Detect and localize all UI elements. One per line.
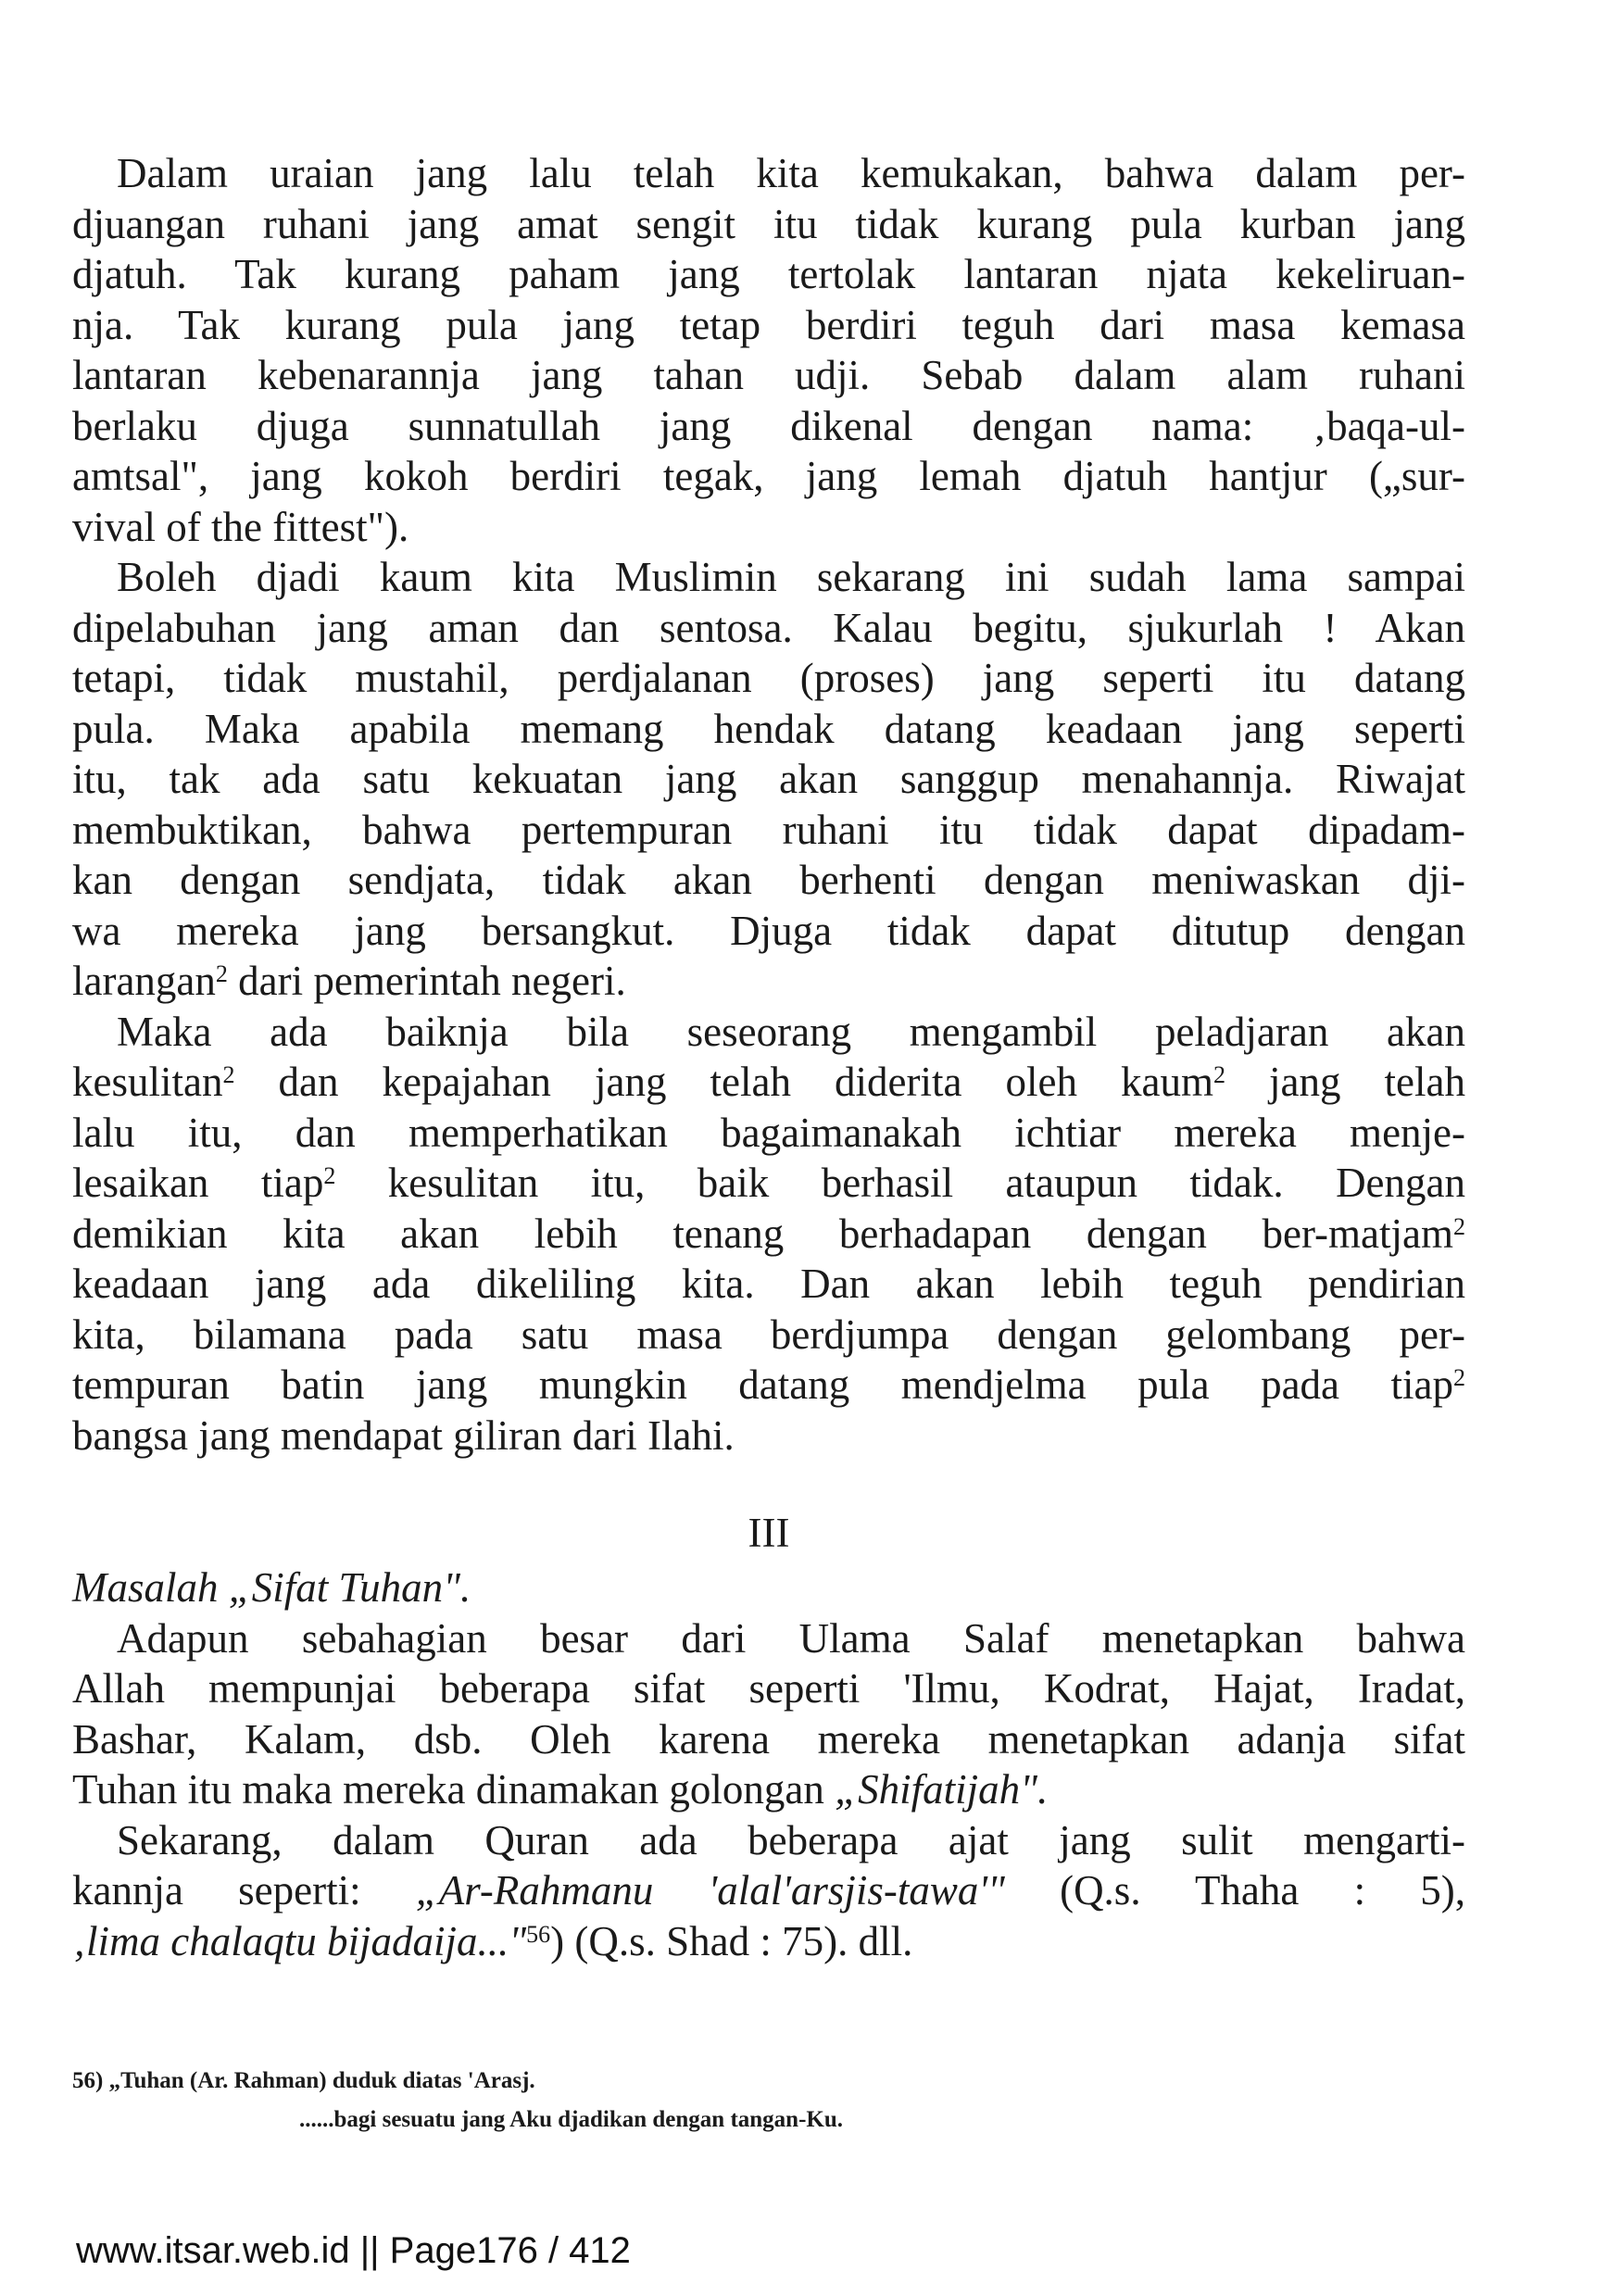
- text-line: kita, bilamana pada satu masa berdjumpa dengan gelombang per-: [72, 1311, 1465, 1358]
- section-number: III: [748, 1510, 790, 1556]
- footnote-ref: 56: [526, 1920, 551, 1948]
- paragraph-4: [72, 1613, 1465, 1815]
- text-line: djatuh. Tak kurang paham jang tertolak lantaran njata kekeliruan-: [72, 251, 1465, 297]
- text-line: Dalam uraian jang lalu telah kita kemukakan, bahwa dalam per-: [117, 150, 1465, 196]
- text-run: larangan: [72, 958, 216, 1004]
- text-line: lantaran kebenarannja jang tahan udji. Sebab dalam alam ruhani: [72, 352, 1465, 398]
- text-run: (Q.s. Thaha : 5),: [1004, 1867, 1465, 1913]
- text-run: Tuhan itu maka mereka dinamakan golongan: [72, 1766, 836, 1813]
- paragraph-2: [72, 552, 1465, 1007]
- superscript: 2: [215, 960, 228, 987]
- text-line: wa mereka jang bersangkut. Djuga tidak dapat ditutup dengan: [72, 907, 1465, 954]
- text-line: berlaku djuga sunnatullah jang dikenal dengan nama: ‚baqa-ul-: [72, 402, 1465, 449]
- superscript: 2: [1453, 1212, 1465, 1240]
- text-line: [72, 1158, 1465, 1209]
- footnote-line: ......bagi sesuatu jang Aku djadikan dengan tangan-Ku.: [299, 2107, 843, 2132]
- text-line: kan dengan sendjata, tidak akan berhenti dengan meniwaskan dji-: [72, 857, 1465, 903]
- superscript: 2: [323, 1162, 336, 1189]
- text-line: amtsal", jang kokoh berdiri tegak, jang lemah djatuh hantjur („sur-: [72, 453, 1465, 499]
- text-line: dipelabuhan jang aman dan sentosa. Kalau begitu, sjukurlah ! Akan: [72, 604, 1465, 651]
- superscript: 2: [1453, 1364, 1465, 1391]
- text-run: tempuran batin jang mungkin datang mendjelma pula pada tiap: [72, 1361, 1453, 1408]
- text-line: [72, 1057, 1465, 1108]
- text-line: [72, 956, 1465, 1007]
- text-line: pula. Maka apabila memang hendak datang keadaan jang seperti: [72, 705, 1465, 752]
- text-line: vival of the fittest").: [72, 503, 409, 550]
- page-body: [72, 148, 1465, 1966]
- subheading: Masalah „Sifat Tuhan".: [72, 1564, 471, 1611]
- text-line: [72, 1764, 1465, 1815]
- text-line: [72, 1916, 1465, 1967]
- footnote-line: 56) „Tuhan (Ar. Rahman) duduk diatas 'Arasj.: [72, 2068, 535, 2093]
- text-line: itu, tak ada satu kekuatan jang akan sanggup menahannja. Riwajat: [72, 756, 1465, 802]
- text-run: kesulitan itu, baik berhasil ataupun tidak. Dengan: [335, 1160, 1466, 1206]
- text-line: Bashar, Kalam, dsb. Oleh karena mereka menetapkan adanja sifat: [72, 1715, 1465, 1763]
- footnote: [72, 2062, 1465, 2139]
- text-line: bangsa jang mendapat giliran dari Ilahi.: [72, 1411, 735, 1459]
- text-line: [72, 1865, 1465, 1916]
- paragraph-3: [72, 1007, 1465, 1462]
- text-run: demikian kita akan lebih tenang berhadapan dengan ber-matjam: [72, 1210, 1453, 1257]
- text-line: [72, 1209, 1465, 1260]
- text-line: Allah mempunjai beberapa sifat seperti 'Ilmu, Kodrat, Hajat, Iradat,: [72, 1665, 1465, 1712]
- text-line: tetapi, tidak mustahil, perdjalanan (proses) jang seperti itu datang: [72, 655, 1465, 701]
- text-line: keadaan jang ada dikeliling kita. Dan akan lebih teguh pendirian: [72, 1261, 1465, 1307]
- superscript: 2: [222, 1061, 235, 1088]
- text-line: lalu itu, dan memperhatikan bagaimanakah ichtiar mereka menje-: [72, 1109, 1465, 1156]
- text-run: dan kepajahan jang telah diderita oleh kaum: [234, 1059, 1213, 1105]
- italic-term: „Shifatijah".: [835, 1766, 1049, 1813]
- text-run: ) (Q.s. Shad : 75). dll.: [550, 1917, 913, 1964]
- text-run: jang telah: [1225, 1059, 1466, 1105]
- page-footer: www.itsar.web.id || Page176 / 412: [76, 2230, 631, 2271]
- text-line: Sekarang, dalam Quran ada beberapa ajat jang sulit mengarti-: [117, 1816, 1465, 1863]
- italic-quote: ‚lima chalaqtu bijadaija...": [72, 1917, 527, 1964]
- text-line: Maka ada baiknja bila seseorang mengambil peladjaran akan: [117, 1008, 1465, 1055]
- text-run: kesulitan: [72, 1059, 223, 1105]
- text-run: lesaikan tiap: [72, 1160, 324, 1206]
- superscript: 2: [1213, 1061, 1225, 1088]
- text-line: [72, 1360, 1465, 1411]
- paragraph-5: [72, 1815, 1465, 1967]
- text-line: membuktikan, bahwa pertempuran ruhani itu tidak dapat dipadam-: [72, 806, 1465, 853]
- text-line: nja. Tak kurang pula jang tetap berdiri teguh dari masa kemasa: [72, 301, 1465, 348]
- text-line: Adapun sebahagian besar dari Ulama Salaf menetapkan bahwa: [117, 1614, 1465, 1662]
- text-line: Boleh djadi kaum kita Muslimin sekarang ini sudah lama sampai: [117, 554, 1465, 600]
- paragraph-1: [72, 148, 1465, 552]
- text-line: djuangan ruhani jang amat sengit itu tidak kurang pula kurban jang: [72, 200, 1465, 247]
- italic-quote: „Ar-Rahmanu 'alal'arsjis-tawa'": [415, 1867, 1005, 1913]
- text-run: kannja seperti:: [72, 1867, 416, 1913]
- text-run: dari pemerintah negeri.: [227, 958, 626, 1004]
